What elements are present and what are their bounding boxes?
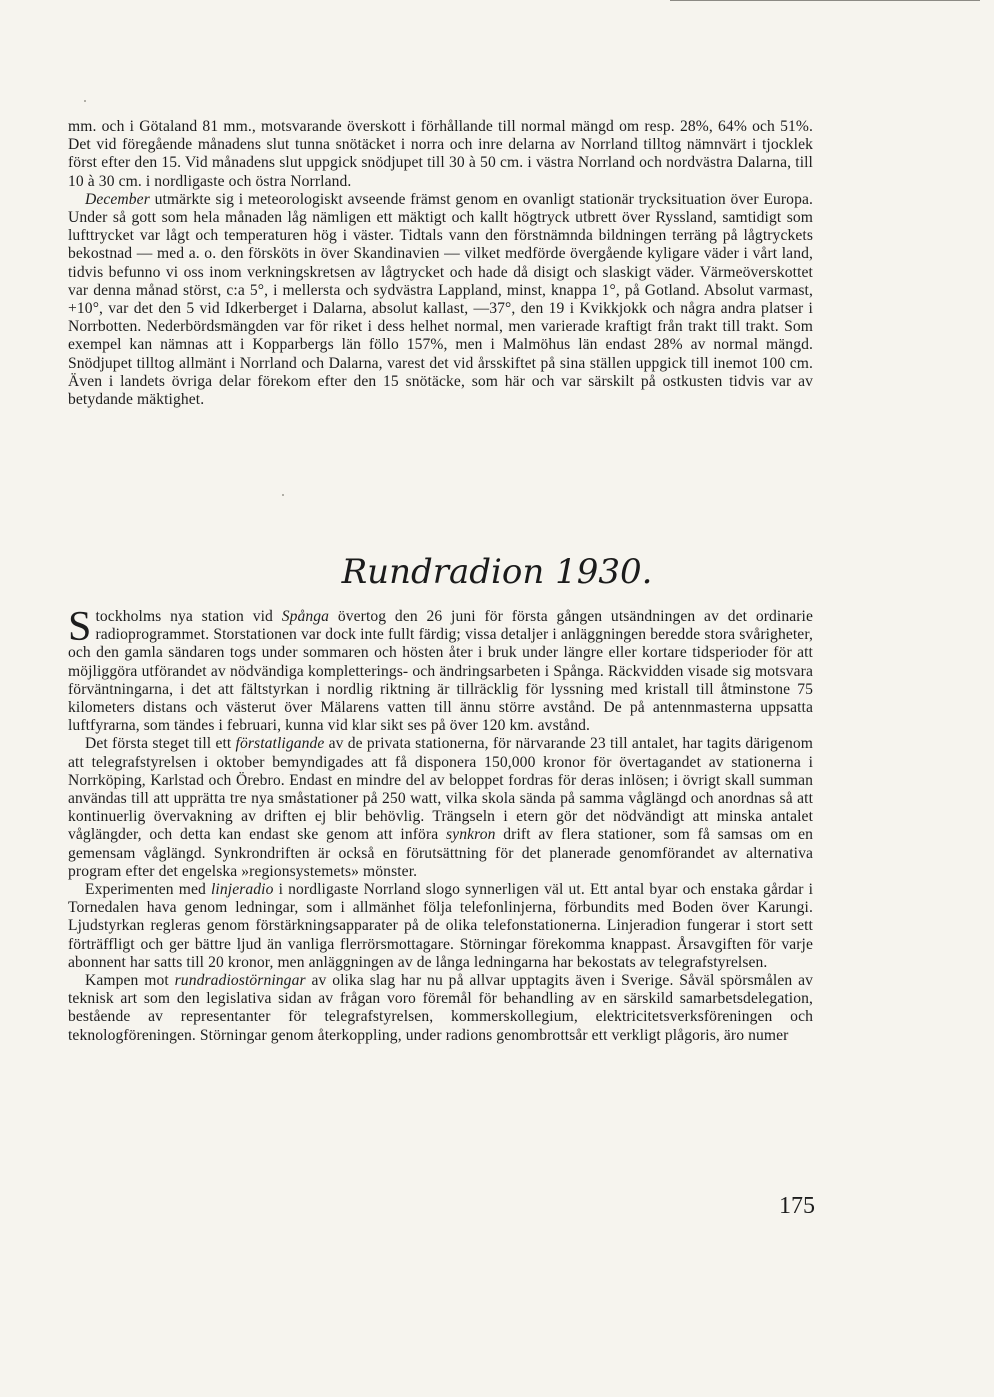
- line-radio-text-a: Experimenten med: [85, 881, 211, 899]
- nationalization-paragraph: [68, 735, 813, 881]
- interference-paragraph: [68, 972, 813, 1045]
- spanga-paragraph: [68, 604, 814, 735]
- paper-speck: [84, 100, 86, 102]
- section-heading: Rundradion 1930.: [341, 552, 653, 592]
- december-text: utmärkte sig i meteorologiskt avseende främst genom en ovanligt stationär trycksituation över Europa. Under så gott som hela månaden låg nämligen ett mäktigt och kallt högtryck utbrett över Ryssland, samtidigt som lufttrycket var lågt och temperaturen hög i väster. Tidtals vann den förstnämnda bildningen terräng på lågtryckets bekostnad — med a. o. den försköts in över Skandinavien — vilket medförde övergående kyligare väder i vårt land, tidvis befunno vi oss inom verkningskretsen av lågtrycket och hade då disigt och slaskigt väder. Värmeöverskottet var denna månad störst, c:a 5°, i mellersta och sydvästra Lappland, minst, knappa 1°, på Gotland. Absolut varmast, +10°, var det den 5 vid Idkerberget i Dalarna, absolut kallast, —37°, den 19 i Kvikkjokk och några andra platser i Norrbotten. Nederbördsmängden var för riket i dess helhet normal, men varierade kraftigt från trakt till trakt. Som exempel kan nämnas att i Kopparbergs län föllo 157%, men i Malmöhus län endast 28% av normal mängd. Snödjupet tilltog allmänt i Norrland och Dalarna, varest det vid årsskiftet på sina ställen uppgick till inemot 100 cm. Även i landets övriga delar förekom efter den 15 snötäcke, som här och var särskilt på ostkusten tidvis var av betydande mäktighet.: [68, 190, 813, 409]
- spanga-text-rest: övertog den 26 juni för första gången utsändningen av det ordinarie radioprogrammet. Storstationen var dock inte fullt färdig; vissa detaljer i anläggningen beredde stora svårigheter, och den gamla sändaren togs under sommaren och hösten åter i bruk under längre eller kortare tidsperioder för att möjliggöra utförandet av nödvändiga kompletterings- och ändringsarbeten i Spånga. Räckvidden visade sig motsvara förväntningarna, i det att fältstyrkan i nordlig riktning är tillräcklig för lyssning med kristall till åtminstone 75 kilometers distans och västerut över Mälarens vatten till ännu större avstånd. De på antennmasterna uppsatta luftfyrarna, som tändes i februari, kunna vid klar sikt ses på över 120 km. avstånd.: [68, 608, 814, 735]
- radio-article-text: [68, 604, 814, 1045]
- line-radio-emphasis: linjeradio: [211, 881, 274, 899]
- december-lead: December: [85, 190, 150, 208]
- nationalization-emphasis: förstatligande: [235, 735, 325, 753]
- top-rule: [670, 0, 980, 4]
- december-paragraph: [68, 191, 813, 409]
- nationalization-text-a: Det första steget till ett: [85, 735, 236, 753]
- interference-text-a: Kampen mot: [85, 972, 175, 990]
- interference-emphasis: rundradiostörningar: [174, 972, 306, 990]
- interference-text-b: av olika slag har nu på allvar upptagits även i Sverige. Såväl spörsmålen av teknisk art som den legislativa sidan av frågan voro föremål för behandling av en särskild samarbetsdelegation, bestående av representanter för telegrafstyrelsen, kommerskollegium, elektricitetsverksföreningen och teknologföreningen. Störningar genom återkoppling, under radions genombrottsår ett verkligt plågoris, äro numer: [68, 972, 813, 1044]
- weather-report-text: [68, 118, 813, 409]
- line-radio-paragraph: [68, 881, 813, 972]
- november-paragraph: mm. och i Götaland 81 mm., motsvarande överskott i förhållande till normal mängd om resp. 28%, 64% och 51%. Det vid föregående månadens slut tunna snötäcket i norra och inre delarna av Norrland tilltog nämnvärt i tjocklek först efter den 15. Vid månadens slut uppgick snödjupet till 30 à 50 cm. i västra Norrland och nordvästra Dalarna, till 10 à 30 cm. i nordligaste och östra Norrland.: [68, 118, 813, 190]
- spanga-emphasis: Spånga: [281, 608, 330, 625]
- spanga-text-start: tockholms nya station vid: [95, 608, 282, 625]
- page-number: 175: [779, 1193, 815, 1219]
- paper-speck: [282, 494, 284, 496]
- synkron-emphasis: synkron: [446, 826, 496, 844]
- line-radio-text-b: i nordligaste Norrland slogo synnerligen väl ut. Ett antal byar och enstaka gårdar i Tornedalen hava genom ledningar, som i allmänhet följa telefonlinjerna, förbundits med Boden över Karungi. Ljudstyrkan regleras genom förstärkningsapparater på de olika telefonstationerna. Linjeradion fungerar i stort sett förträffligt och ger bättre ljud än vanliga flerrörsmottagare. Störningar förekomma knappast. Årsavgiften för varje abonnent har satts till 20 kronor, men anläggningen av de långa ledningarna har bekostats av telegrafstyrelsen.: [68, 881, 814, 971]
- drop-cap: S: [68, 604, 92, 650]
- nationalization-text-c: drift av flera stationer, som få samsas om en gemensam våglängd. Synkrondriften är också en förutsättning för det planerade genomförandet av alternativa program efter det engelska »regionsystemets» mönster.: [68, 826, 813, 880]
- nationalization-text-b: av de privata stationerna, för närvarande 23 till antalet, har tagits därigenom att telegrafstyrelsen i oktober bemyndigades att få disponera 150,000 kronor för övertagandet av stationerna i Norrköping, Karlstad och Örebro. Endast en mindre del av beloppet fordras för deras inlösen; i övrigt skall summan användas till att upprätta tre nya småstationer på 250 watt, vilka skola sända på samma våglängd och anordnas så att kontinuerlig övervakning av driften ej blir behövlig. Trängseln i etern gör det nödvändigt att minska antalet våglängder, och detta kan endast ske genom att införa: [68, 735, 813, 844]
